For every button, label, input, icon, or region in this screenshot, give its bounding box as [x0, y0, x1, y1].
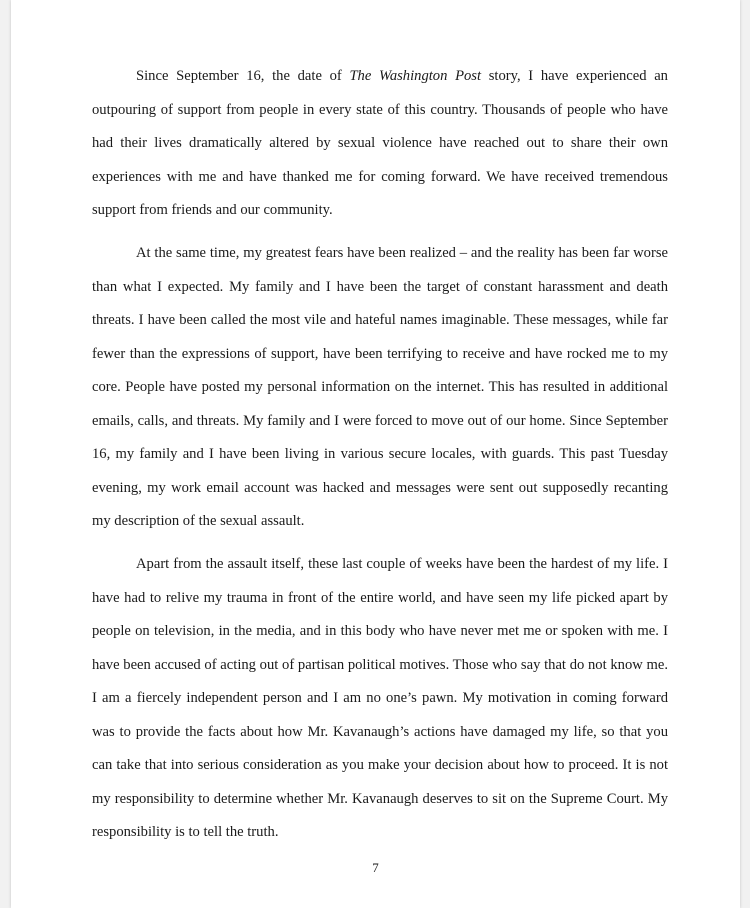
document-body [92, 60, 668, 850]
paragraph-3: Apart from the assault itself, these last couple of weeks have been the hardest of my life. I have had to relive my trauma in front of the entire world, and have seen my life picked apart by people on television, in the media, and in this body who have never met me or spoken with me. I have been accused of acting out of partisan political motives. Those who say that do not know me. I am a fiercely independent person and I am no one’s pawn. My motivation in coming forward was to provide the facts about how Mr. Kavanaugh’s actions have damaged my life, so that you can take that into serious consideration as you make your decision about how to proceed. It is not my responsibility to determine whether Mr. Kavanaugh deserves to sit on the Supreme Court. My responsibility is to tell the truth. [92, 556, 668, 840]
publication-title: The Washington Post [349, 68, 482, 84]
paragraph-2: At the same time, my greatest fears have been realized – and the reality has been far worse than what I expected. My family and I have been the target of constant harassment and death threats. I have been called the most vile and hateful names imaginable. These messages, while far fewer than the expressions of support, have been terrifying to receive and have rocked me to my core. People have posted my personal information on the internet. This has resulted in additional emails, calls, and threats. My family and I were forced to move out of our home. Since September 16, my family and I have been living in various secure locales, with guards. This past Tuesday evening, my work email account was hacked and messages were sent out supposedly recanting my description of the sexual assault. [92, 245, 668, 529]
paragraph-1 [92, 60, 668, 228]
paragraph-1-rest: story, I have experienced an outpouring of support from people in every state of this country. Thousands of people who have had their lives dramatically altered by sexual violence have reached out to share their own experiences with me and have thanked me for coming forward. We have received tremendous support from friends and our community. [92, 68, 668, 218]
document-page [11, 0, 740, 908]
page-number: 7 [372, 860, 379, 875]
paragraph-1-lead: Since September 16, the date of [136, 68, 350, 84]
